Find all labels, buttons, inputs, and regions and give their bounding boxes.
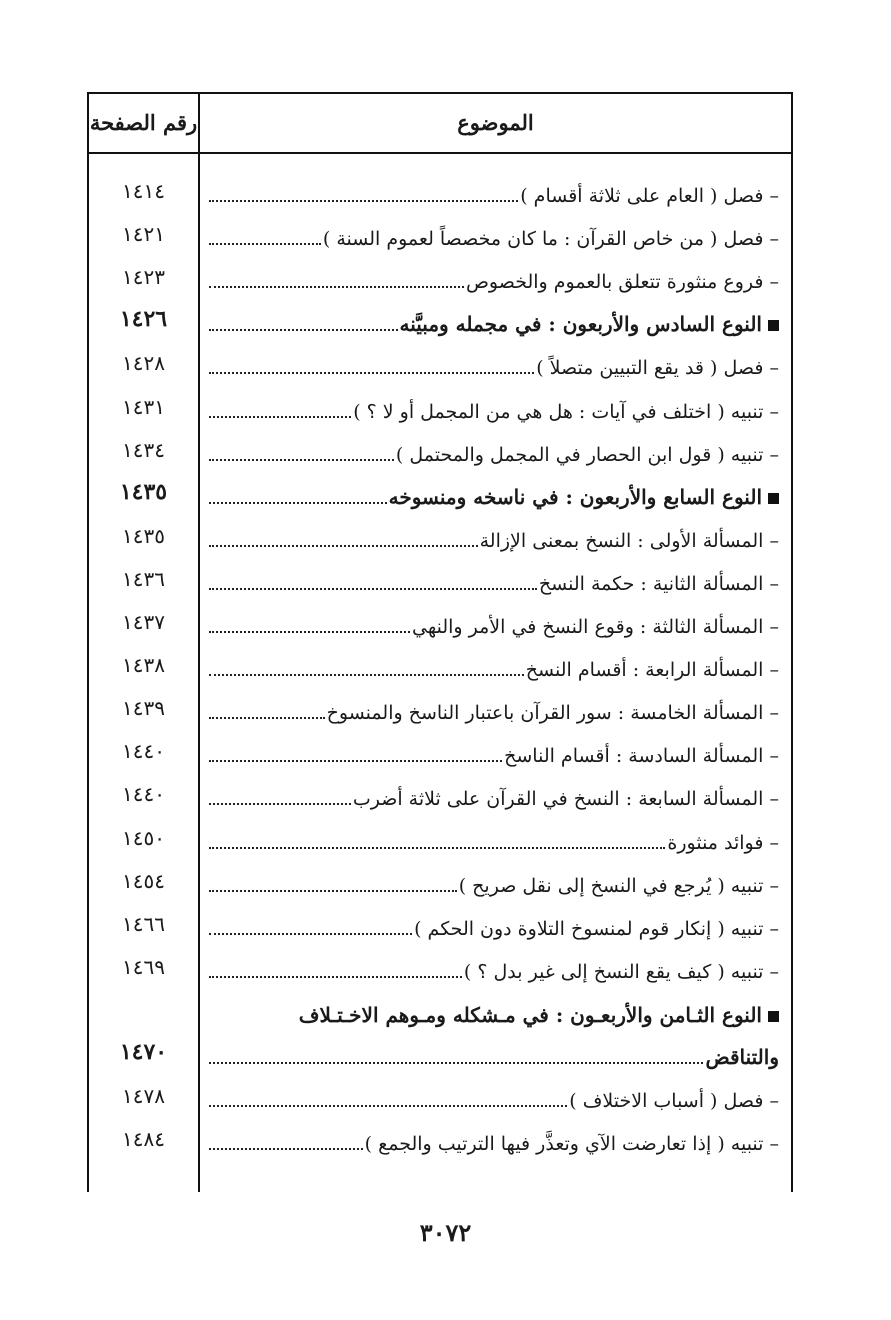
- dot-leader: [209, 501, 387, 504]
- dot-leader: [209, 458, 394, 461]
- entry-title-text: – فصل ( أسباب الاختلاف ): [569, 1089, 779, 1112]
- entry-title-text: – المسألة الثالثة : وقوع النسخ في الأمر والنهي: [412, 616, 779, 639]
- toc-entry: [87, 989, 793, 1075]
- entry-page-number: ١٤٣٤: [122, 437, 165, 462]
- toc-entry: [87, 601, 793, 644]
- entry-title-text: – فوائد منثورة: [667, 831, 779, 854]
- entry-title-text: – المسألة السابعة : النسخ في القرآن على ثلاثة أضرب: [352, 788, 779, 811]
- entry-page-number: ١٤٣٦: [122, 566, 165, 591]
- entry-page-number: ١٤٧٨: [122, 1083, 165, 1108]
- toc-entry: [87, 472, 793, 515]
- entry-title-text: – المسألة الرابعة : أقسام النسخ: [525, 659, 779, 682]
- toc-entry: [87, 644, 793, 687]
- dot-leader: [209, 1061, 703, 1064]
- entry-page-number: ١٤٢١: [122, 222, 165, 247]
- entry-title: [209, 616, 779, 638]
- entry-title-text: – المسألة الأولى : النسخ بمعنى الإزالة: [479, 529, 779, 552]
- dot-leader: [209, 630, 410, 633]
- entry-title-text: – تنبيه ( يُرجع في النسخ إلى نقل صريح ): [458, 874, 779, 897]
- entry-title: [209, 185, 779, 207]
- entry-title-text: – المسألة السادسة : أقسام الناسخ: [504, 745, 779, 768]
- entry-title-text: – تنبيه ( قول ابن الحصار في المجمل والمحتمل ): [395, 443, 779, 466]
- dot-leader: [209, 716, 325, 719]
- toc-entry: [87, 730, 793, 773]
- toc-entry: [87, 256, 793, 299]
- toc-rows: [87, 170, 793, 1161]
- entry-title: [209, 918, 779, 940]
- entry-title-text: والتناقض: [705, 1044, 779, 1069]
- entry-title: [209, 530, 779, 552]
- entry-page-number: ١٤٢٨: [122, 351, 165, 376]
- square-bullet-icon: [768, 1011, 779, 1022]
- entry-title-text: النوع الثـامن والأربعـون : في مـشكله ومـوهم الاخـتـلاف: [298, 1002, 762, 1027]
- dot-leader: [209, 242, 321, 245]
- entry-page-number: ١٤٧٠: [119, 1038, 168, 1065]
- entry-title-line2: [209, 1045, 779, 1069]
- toc-entry: [87, 1075, 793, 1118]
- entry-title: [209, 401, 779, 423]
- entry-page-number: ١٤٦٦: [122, 911, 165, 936]
- entry-page-number: ١٤٨٤: [122, 1126, 165, 1151]
- entry-page-number: ١٤٢٣: [122, 265, 165, 290]
- dot-leader: [209, 328, 398, 331]
- toc-entry: [87, 816, 793, 859]
- entry-title-text: – تنبيه ( إذا تعارضت الآي وتعذَّر فيها الترتيب والجمع ): [364, 1132, 779, 1155]
- entry-title: [209, 875, 779, 897]
- entry-page-number: ١٤٤٠: [122, 739, 165, 764]
- dot-leader: [209, 587, 537, 590]
- toc-entry: [87, 946, 793, 989]
- toc-entry: [87, 515, 793, 558]
- table-of-contents: [87, 92, 793, 1192]
- entry-page-number: ١٤٣٧: [122, 610, 165, 635]
- entry-page-number: ١٤٣١: [122, 394, 165, 419]
- entry-title: [209, 444, 779, 466]
- entry-title: [209, 485, 779, 509]
- entry-page-number: ١٤٤٠: [122, 782, 165, 807]
- entry-page-number: ١٤٥٤: [122, 868, 165, 893]
- entry-title-text: – فصل ( العام على ثلاثة أقسام ): [520, 185, 779, 208]
- page-column-header: رقم الصفحة: [89, 109, 198, 135]
- dot-leader: [209, 889, 457, 892]
- entry-title: [209, 228, 779, 250]
- toc-entry: [87, 687, 793, 730]
- topic-column-header: الموضوع: [457, 109, 534, 135]
- dot-leader: [209, 199, 518, 202]
- dot-leader: [209, 932, 412, 935]
- entry-title: [209, 832, 779, 854]
- entry-title: [209, 1090, 779, 1112]
- entry-title: [209, 271, 779, 293]
- entry-title-text: – المسألة الخامسة : سور القرآن باعتبار الناسخ والمنسوخ: [326, 702, 779, 725]
- entry-title-text: – تنبيه ( اختلف في آيات : هل هي من المجمل أو لا ؟ ): [353, 400, 779, 423]
- entry-title: [209, 745, 779, 767]
- entry-page-number: ١٤٢٦: [119, 306, 168, 333]
- entry-title: [209, 573, 779, 595]
- toc-entry: [87, 385, 793, 428]
- entry-page-number: ١٤١٤: [122, 179, 165, 204]
- toc-entry: [87, 860, 793, 903]
- dot-leader: [209, 415, 351, 418]
- entry-title: [209, 357, 779, 379]
- toc-entry: [87, 213, 793, 256]
- dot-leader: [209, 371, 534, 374]
- toc-entry: [87, 170, 793, 213]
- entry-page-number: ١٤٣٨: [122, 653, 165, 678]
- entry-title-line1: [209, 1003, 779, 1027]
- toc-entry: [87, 773, 793, 816]
- entry-title-text: – المسألة الثانية : حكمة النسخ: [538, 572, 779, 595]
- entry-page-number: ١٤٦٩: [122, 954, 165, 979]
- dot-leader: [209, 846, 665, 849]
- entry-title-text: – فصل ( قد يقع التبيين متصلاً ): [536, 357, 779, 380]
- dot-leader: [209, 544, 478, 547]
- entry-title: [209, 788, 779, 810]
- entry-page-number: ١٤٣٥: [119, 478, 168, 505]
- page-number: ٣٠٧٢: [419, 1218, 472, 1247]
- header-divider: [87, 152, 793, 154]
- entry-title: [209, 659, 779, 681]
- entry-title-text: النوع السادس والأربعون : في مجمله ومبيَّنه: [399, 312, 762, 337]
- entry-title: [209, 961, 779, 983]
- entry-page-number: ١٤٣٩: [122, 696, 165, 721]
- entry-title-text: النوع السابع والأربعون : في ناسخه ومنسوخه: [388, 484, 762, 509]
- square-bullet-icon: [768, 493, 779, 504]
- toc-entry: [87, 558, 793, 601]
- toc-entry: [87, 903, 793, 946]
- dot-leader: [209, 1147, 363, 1150]
- entry-title-text: – تنبيه ( كيف يقع النسخ إلى غير بدل ؟ ): [463, 960, 779, 983]
- entry-page-number: ١٤٥٠: [122, 825, 165, 850]
- square-bullet-icon: [768, 320, 779, 331]
- dot-leader: [209, 802, 351, 805]
- entry-title-text: – فصل ( من خاص القرآن : ما كان مخصصاً لعموم السنة ): [322, 228, 779, 251]
- toc-entry: [87, 429, 793, 472]
- dot-leader: [209, 285, 464, 288]
- entry-page-number: ١٤٣٥: [122, 523, 165, 548]
- entry-title: [209, 702, 779, 724]
- toc-entry: [87, 299, 793, 342]
- toc-entry: [87, 342, 793, 385]
- entry-title: [209, 1133, 779, 1155]
- entry-title: [209, 312, 779, 336]
- toc-entry: [87, 1118, 793, 1161]
- entry-title-text: – فروع منثورة تتعلق بالعموم والخصوص: [465, 271, 779, 294]
- dot-leader: [209, 975, 462, 978]
- dot-leader: [209, 759, 502, 762]
- dot-leader: [209, 673, 524, 676]
- dot-leader: [209, 1104, 567, 1107]
- entry-title-text: – تنبيه ( إنكار قوم لمنسوخ التلاوة دون الحكم ): [414, 917, 779, 940]
